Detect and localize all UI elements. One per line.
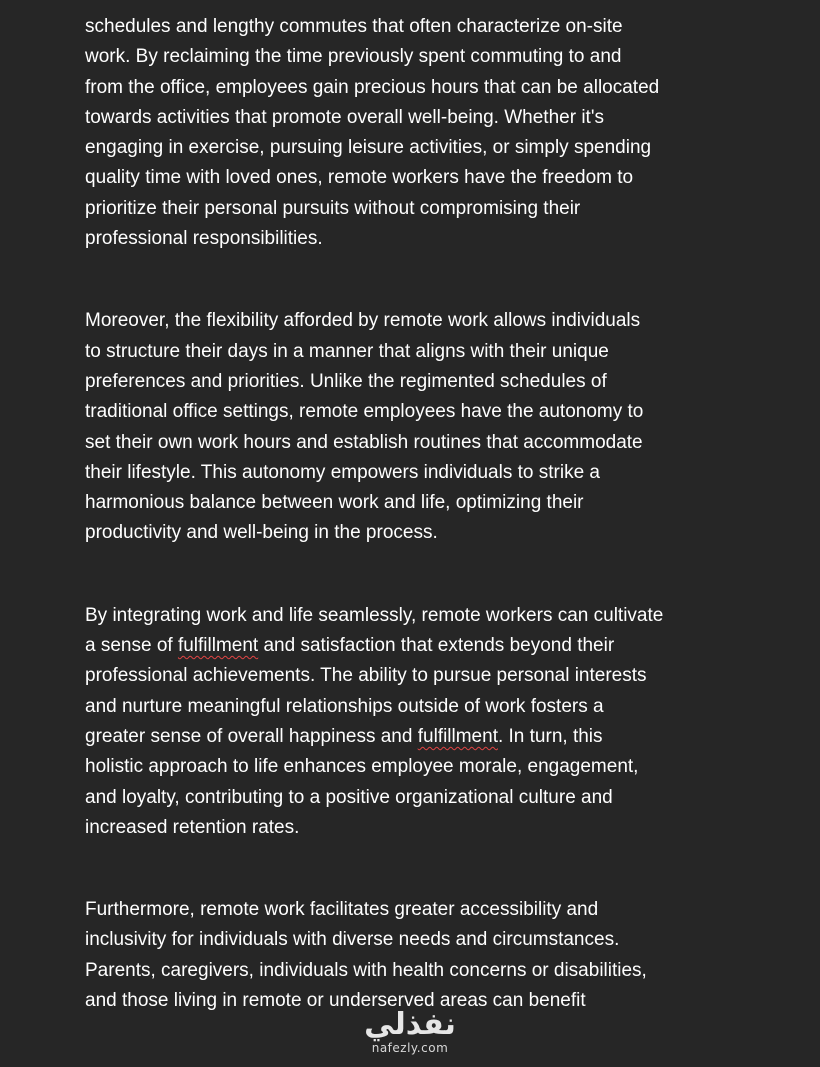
text-line: increased retention rates. <box>85 816 300 838</box>
text-line: from the office, employees gain precious hours that can be allocated <box>85 76 660 98</box>
text-line: productivity and well-being in the process. <box>85 522 438 544</box>
text-line: Parents, caregivers, individuals with health concerns or disabilities, <box>85 959 647 981</box>
text-segment: a sense of <box>85 635 178 657</box>
text-line: their lifestyle. This autonomy empowers individuals to strike a <box>85 461 600 483</box>
text-line: quality time with loved ones, remote workers have the freedom to <box>85 167 634 189</box>
text-line: professional achievements. The ability to pursue personal interests <box>85 665 647 687</box>
text-segment: . In turn, this <box>497 725 603 747</box>
text-line: and those living in remote or underserved areas can benefit <box>85 990 586 1012</box>
text-line: harmonious balance between work and life, optimizing their <box>85 492 584 514</box>
spellcheck-flagged-word[interactable]: fulfillment <box>417 725 498 747</box>
paragraph-1 <box>85 12 745 254</box>
text-line: Moreover, the flexibility afforded by remote work allows individuals <box>85 310 641 332</box>
text-line <box>85 631 745 661</box>
nafezly-watermark <box>360 1007 460 1056</box>
paragraph-2 <box>85 306 745 548</box>
text-line: schedules and lengthy commutes that often characterize on-site <box>85 16 623 37</box>
text-line: engaging in exercise, pursuing leisure activities, or simply spending <box>85 137 652 159</box>
text-line: professional responsibilities. <box>85 228 323 250</box>
text-line: preferences and priorities. Unlike the regimented schedules of <box>85 370 607 392</box>
text-segment: greater sense of overall happiness and <box>85 725 418 747</box>
paragraph-3 <box>85 601 745 843</box>
text-line: set their own work hours and establish routines that accommodate <box>85 431 643 453</box>
text-line: to structure their days in a manner that aligns with their unique <box>85 340 609 362</box>
text-line: prioritize their personal pursuits without compromising their <box>85 197 581 219</box>
text-line <box>85 722 745 752</box>
watermark-url: nafezly.com <box>371 1041 449 1055</box>
document-body[interactable] <box>85 12 745 1016</box>
text-line: and nurture meaningful relationships outside of work fosters a <box>85 695 604 717</box>
spellcheck-flagged-word[interactable]: fulfillment <box>177 635 259 657</box>
text-segment: and satisfaction that extends beyond their <box>258 635 615 657</box>
text-line: By integrating work and life seamlessly, remote workers can cultivate <box>85 604 664 626</box>
watermark-logo: نفذلي <box>364 1007 456 1042</box>
text-line: Furthermore, remote work facilitates greater accessibility and <box>85 899 599 921</box>
text-line: inclusivity for individuals with diverse needs and circumstances. <box>85 929 620 951</box>
text-line: towards activities that promote overall well-being. Whether it's <box>85 106 604 128</box>
text-line: and loyalty, contributing to a positive organizational culture and <box>85 786 613 808</box>
text-line: work. By reclaiming the time previously spent commuting to and <box>85 46 622 68</box>
text-line: traditional office settings, remote employees have the autonomy to <box>85 401 644 423</box>
paragraph-4 <box>85 895 745 1016</box>
text-line: holistic approach to life enhances employee morale, engagement, <box>85 756 639 778</box>
